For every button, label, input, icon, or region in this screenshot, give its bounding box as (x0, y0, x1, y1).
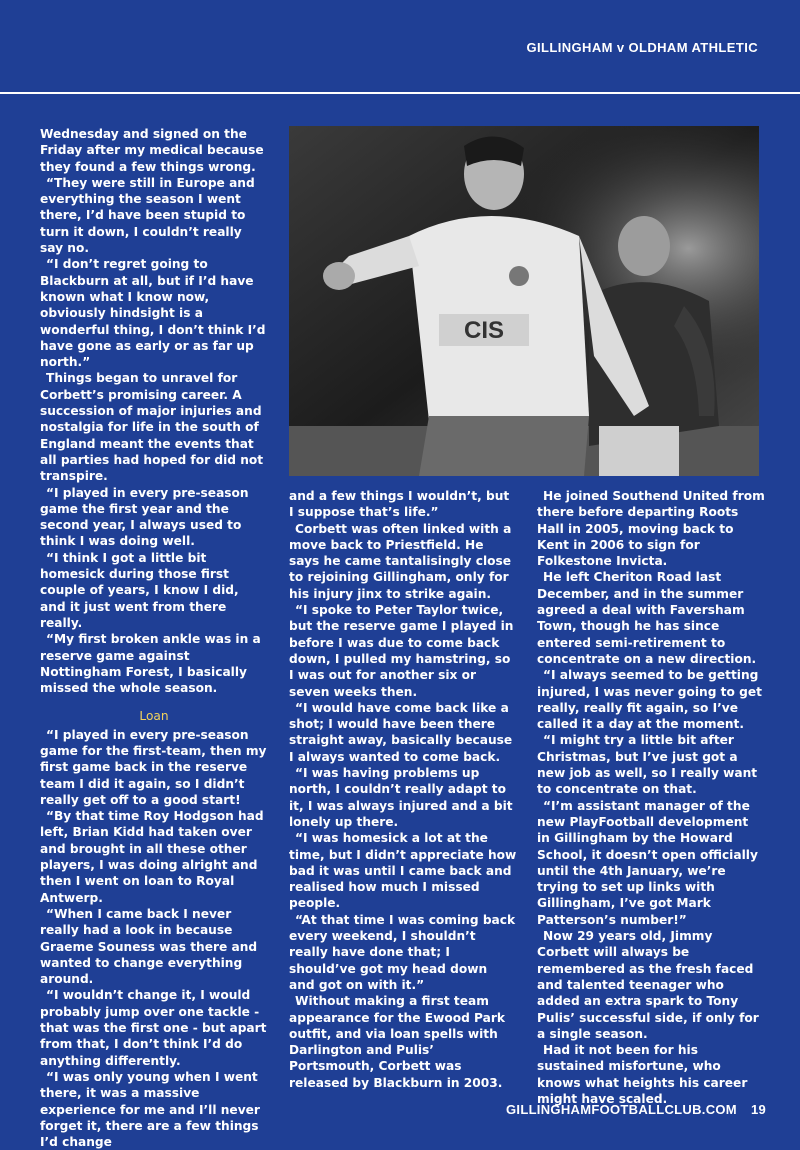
header-rule (0, 92, 800, 94)
paragraph: “I was having problems up north, I couldn’t really adapt to it, I was always injured and a bit lonely up there. (289, 766, 513, 829)
paragraph: “By that time Roy Hodgson had left, Brian Kidd had taken over and brought in all these other players, I was doing alright and then I went on loan to Royal Antwerp. (40, 809, 264, 905)
football-photo (289, 126, 759, 476)
article-column-3 (537, 488, 765, 1107)
shirt-text: CIS (463, 317, 505, 344)
football-photo-icon (289, 126, 759, 476)
paragraph: Without making a first team appearance for the Ewood Park outfit, and via loan spells with Darlington and Pulis’ Portsmouth, Corbett was released by Blackburn in 2003. (289, 994, 505, 1090)
paragraph: “I always seemed to be getting injured, I was never going to get really, really fit again, so I’ve called it a day at the moment. (537, 668, 762, 732)
paragraph: “I spoke to Peter Taylor twice, but the reserve game I played in before I was due to come back down, I pulled my hamstring, so I was out for another six or seven weeks then. (289, 603, 514, 699)
paragraph: “I think I got a little bit homesick during those first couple of years, I know I did, and it just went from there really. (40, 550, 239, 630)
section-subhead: Loan (139, 709, 169, 724)
paragraph: “I played in every pre-season game the first year and the second year, I always used to think I was doing well. (40, 485, 249, 549)
page-header-title: GILLINGHAM v OLDHAM ATHLETIC (526, 40, 758, 55)
paragraph: “I wouldn’t change it, I would probably jump over one tackle - that was the first one - but apart from that, I don’t think I’d do anything differently. (40, 988, 267, 1068)
paragraph: Now 29 years old, Jimmy Corbett will always be remembered as the fresh faced and talented teenager who added an extra spark to Tony Pulis’ successful side, if only for a single season. (537, 929, 759, 1041)
paragraph: He joined Southend United from there before departing Roots Hall in 2005, moving back to Kent in 2006 to sign for Folkestone Invicta. (537, 489, 765, 569)
article-column-2 (289, 488, 517, 1091)
paragraph: “I played in every pre-season game for the first-team, then my first game back in the reserve team I did it again, so I didn’t really get off to a good start! (40, 727, 267, 807)
paragraph: “I would have come back like a shot; I would have been there straight away, basically because I always wanted to come back. (289, 700, 513, 764)
page-number: 19 (750, 1102, 766, 1117)
paragraph: Things began to unravel for Corbett’s promising career. A succession of major injuries and nostalgia for life in the south of England meant the events that all parties had hoped for did not transpire. (40, 371, 264, 484)
article-column-1 (40, 126, 268, 1150)
paragraph: Corbett was often linked with a move back to Priestfield. He says he came tantalisingly close to rejoining Gillingham, only for his injury jinx to strike again. (289, 521, 512, 601)
paragraph: “They were still in Europe and everything the season I went there, I’d have been stupid to turn it down, I couldn’t really say no. (40, 175, 255, 256)
paragraph: He left Cheriton Road last December, and in the summer agreed a deal with Faversham Town, though he has since entered semi-retirement to concentrate on a new direction. (537, 570, 757, 666)
paragraph: Wednesday and signed on the Friday after my medical because they found a few things wrong. (40, 127, 264, 174)
paragraph: Had it not been for his sustained misfortune, who knows what heights his career might have scaled. (537, 1043, 748, 1106)
paragraph: “I was only young when I went there, it was a massive experience for me and I’ll never forget it, there are a few things I’d change (40, 1069, 260, 1150)
footer-site: GILLINGHAMFOOTBALLCLUB.COM (506, 1102, 737, 1117)
paragraph: “My first broken ankle was in a reserve game against Nottingham Forest, I basically missed the whole season. (40, 632, 261, 696)
paragraph: “I might try a little bit after Christmas, but I’ve just got a new job as well, so I really want to concentrate on that. (537, 733, 758, 797)
page-footer (506, 1102, 766, 1117)
paragraph: and a few things I wouldn’t, but I suppose that’s life.” (289, 489, 510, 520)
paragraph: “At that time I was coming back every weekend, I shouldn’t really have done that; I should’ve got my head down and got on with it.” (289, 912, 516, 992)
paragraph: “When I came back I never really had a look in because Graeme Souness was there and wanted to change everything around. (40, 906, 258, 987)
paragraph: “I’m assistant manager of the new PlayFootball development in Gillingham by the Howard School, it doesn’t open officially until the 4th January, we’re trying to set up links with Gillingham, I’ve got Mark Patterson’s number!” (537, 798, 758, 927)
paragraph: “I was homesick a lot at the time, but I didn’t appreciate how bad it was until I came back and realised how much I missed people. (289, 831, 517, 911)
paragraph: “I don’t regret going to Blackburn at all, but if I’d have known what I know now, obviously hindsight is a wonderful thing, I don’t think I’d have gone as early or as far up north.” (40, 257, 266, 370)
